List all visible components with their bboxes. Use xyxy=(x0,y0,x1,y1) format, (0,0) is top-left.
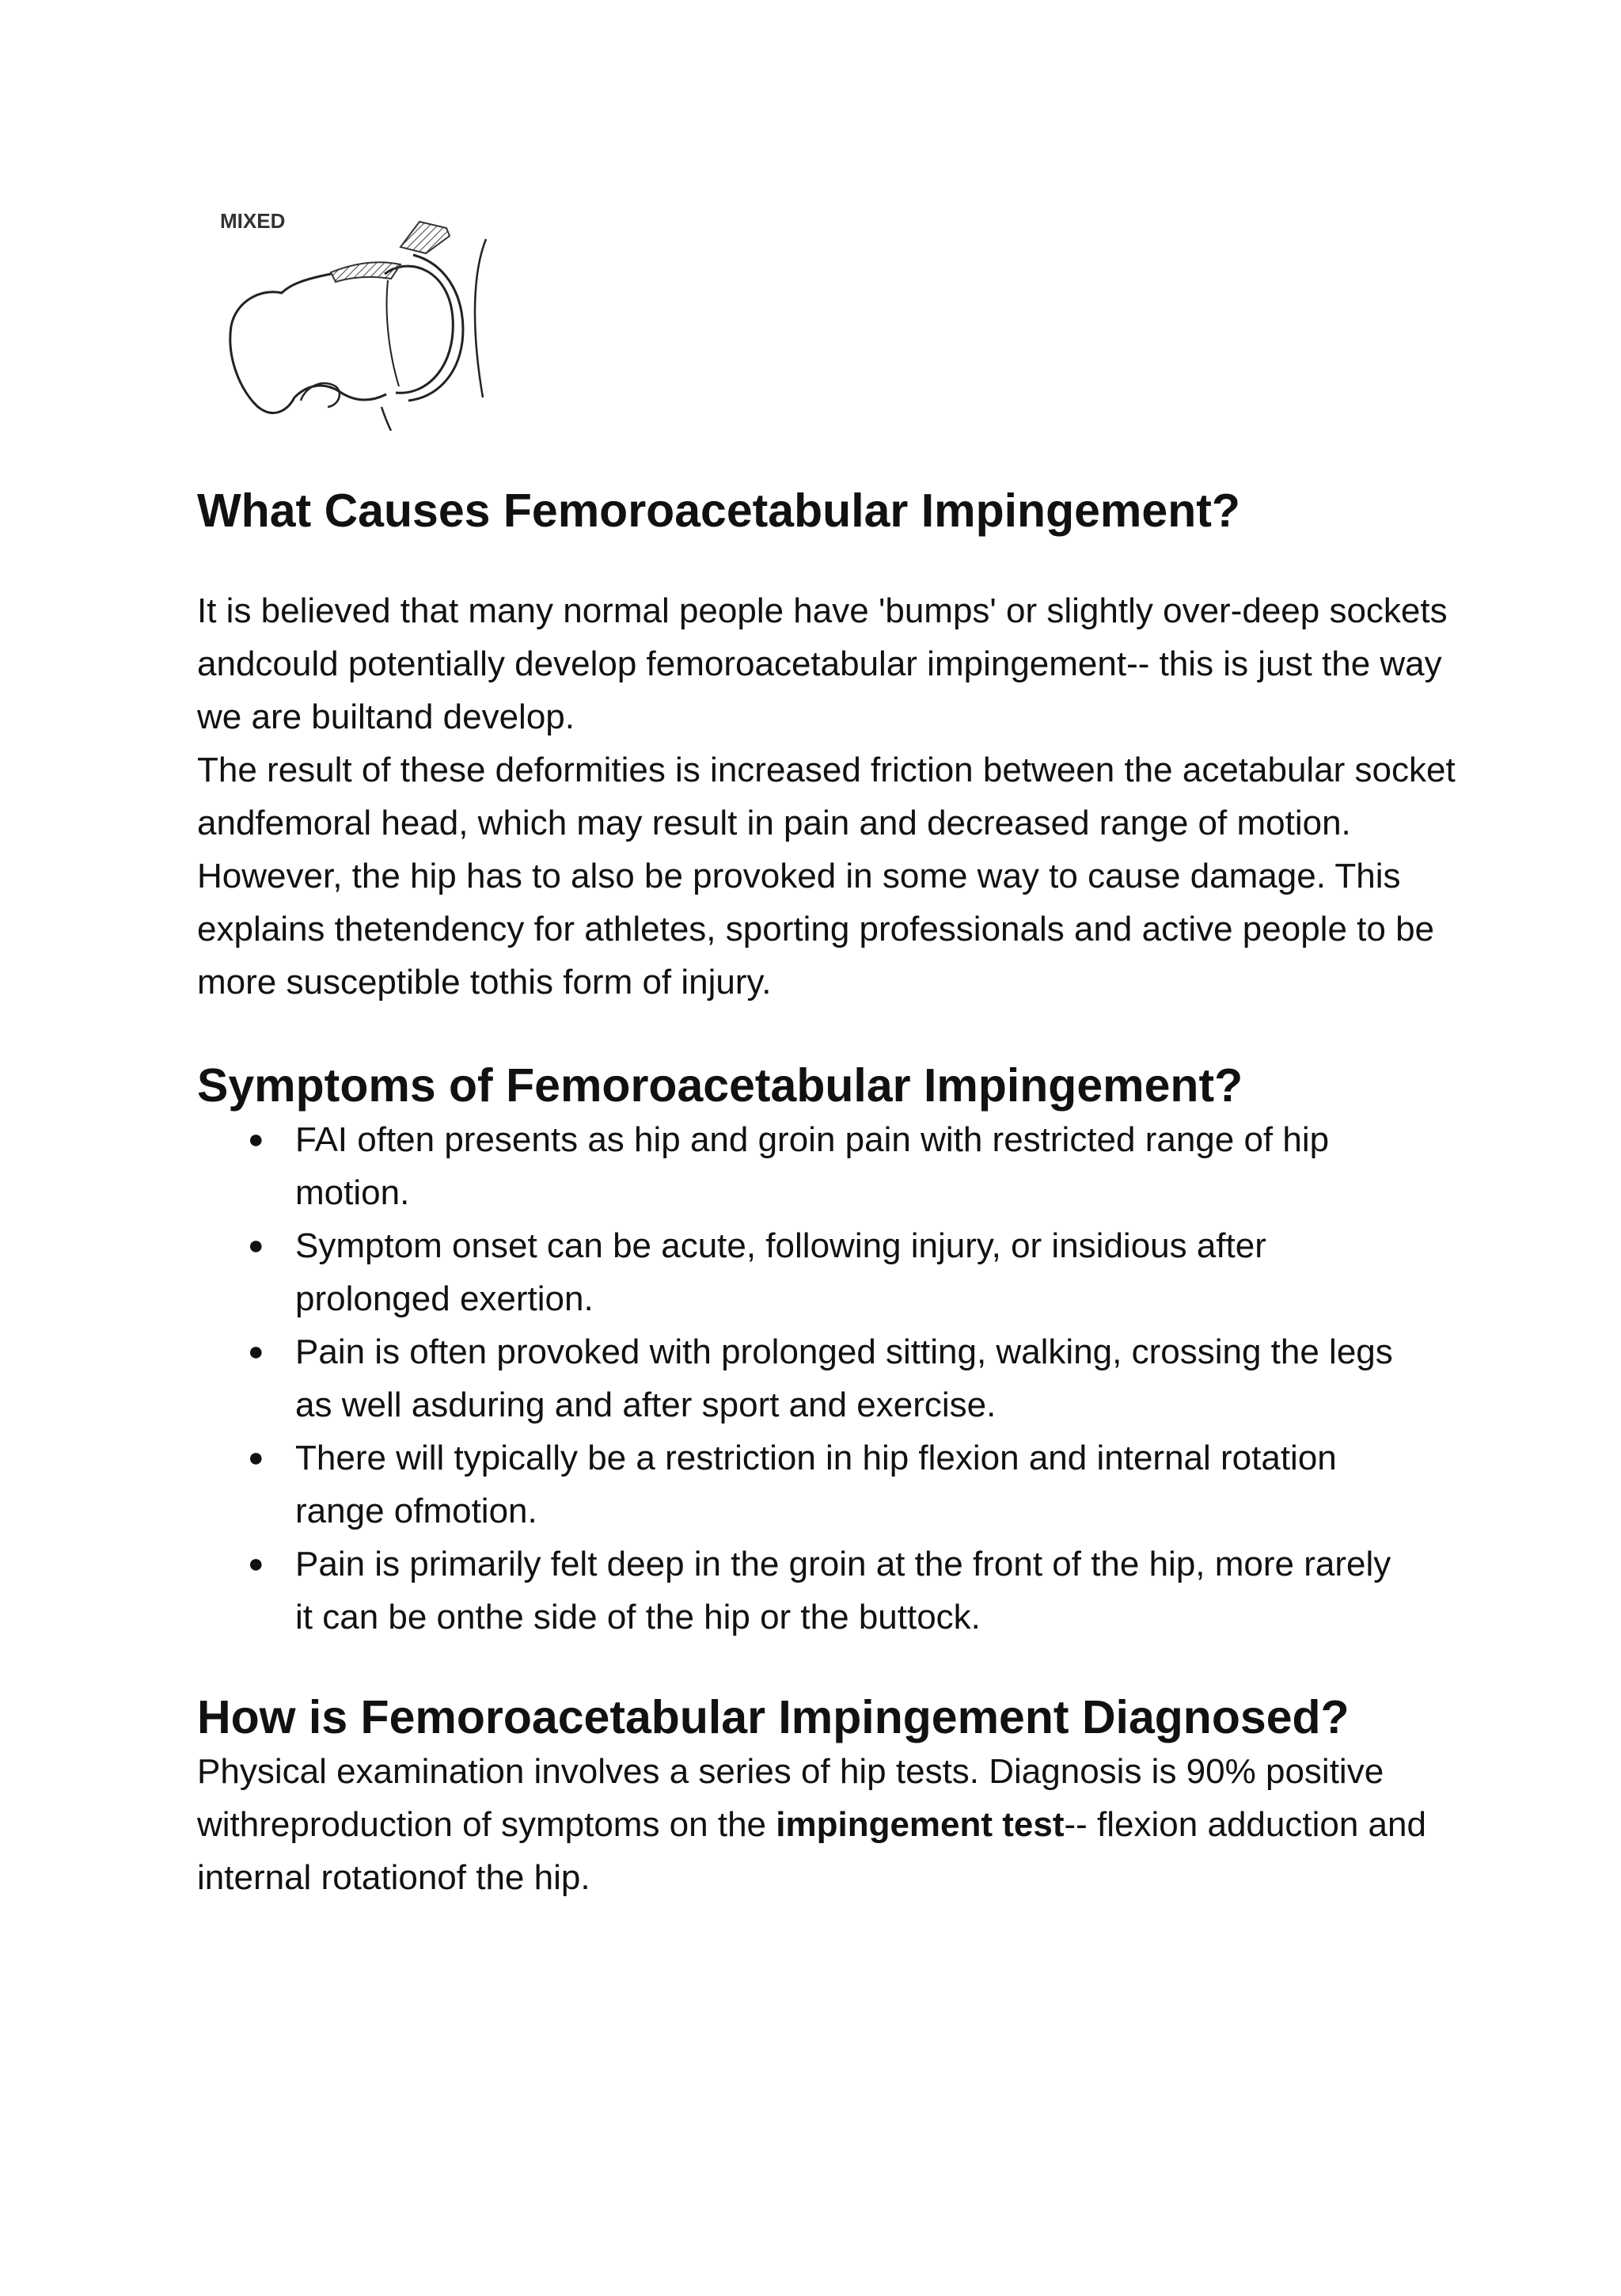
diagnosed-paragraph xyxy=(197,1745,1463,1904)
list-item xyxy=(197,1431,1463,1538)
diagnosed-text-start: Physical examination involves a series of hip tests. Diagnosis is 90% positive withreproduction of symptoms on the xyxy=(197,1752,1384,1844)
causes-paragraph: It is believed that many normal people have 'bumps' or slightly over-deep sockets andcould potentially develop femoroacetabular impingement-- this is just the way we are builtand develop. xyxy=(197,591,1448,736)
figure-label: MIXED xyxy=(220,209,286,233)
list-item xyxy=(197,1113,1463,1219)
diagnosed-text-end: -- flexion adduction and internal rotationof the hip. xyxy=(197,1805,1426,1897)
hip-diagram-svg xyxy=(212,207,503,431)
femur-shaft-shape xyxy=(382,407,391,431)
list-item-text: There will typically be a restriction in hip flexion and internal rotation range ofmotion. xyxy=(295,1439,1337,1530)
lesser-trochanter-shape xyxy=(301,383,340,407)
cam-bump-shape xyxy=(331,262,401,282)
causes-paragraph: The result of these deformities is increased friction between the acetabular socket andfemoral head, which may result in pain and decreased range of motion. xyxy=(197,751,1456,842)
pelvis-edge-shape xyxy=(475,239,486,397)
list-item-text: FAI often presents as hip and groin pain with restricted range of hip motion. xyxy=(295,1120,1330,1212)
list-item xyxy=(197,1219,1463,1325)
heading-causes: What Causes Femoroacetabular Impingement? xyxy=(197,485,1240,537)
list-item xyxy=(197,1538,1463,1644)
heading-symptoms: Symptoms of Femoroacetabular Impingement? xyxy=(197,1059,1243,1112)
list-item-text: Symptom onset can be acute, following injury, or insidious after prolonged exertion. xyxy=(295,1226,1266,1318)
impingement-test-term: impingement test xyxy=(776,1805,1065,1844)
heading-diagnosed: How is Femoroacetabular Impingement Diagnosed? xyxy=(197,1691,1350,1743)
list-item xyxy=(197,1325,1463,1431)
femur-outline-shape xyxy=(230,274,386,413)
hip-impingement-illustration xyxy=(212,207,503,431)
article-body xyxy=(197,483,1463,1904)
bullet-icon: ● xyxy=(248,1124,264,1154)
bullet-icon: ● xyxy=(248,1549,264,1579)
neck-line-shape xyxy=(387,280,399,386)
causes-paragraph: However, the hip has to also be provoked in some way to cause damage. This explains thetendency for athletes, sporting professionals and active people to be more susceptible tothis form of injury. xyxy=(197,857,1435,1002)
bullet-icon: ● xyxy=(248,1230,264,1260)
bullet-icon: ● xyxy=(248,1443,264,1473)
bullet-icon: ● xyxy=(248,1336,264,1367)
list-item-text: Pain is primarily felt deep in the groin at the front of the hip, more rarely it can be onthe side of the hip or the buttock. xyxy=(295,1545,1391,1636)
acetabular-rim-shape xyxy=(401,222,450,253)
list-item-text: Pain is often provoked with prolonged sitting, walking, crossing the legs as well asduring and after sport and exercise. xyxy=(295,1332,1393,1424)
symptoms-list xyxy=(197,1113,1463,1644)
